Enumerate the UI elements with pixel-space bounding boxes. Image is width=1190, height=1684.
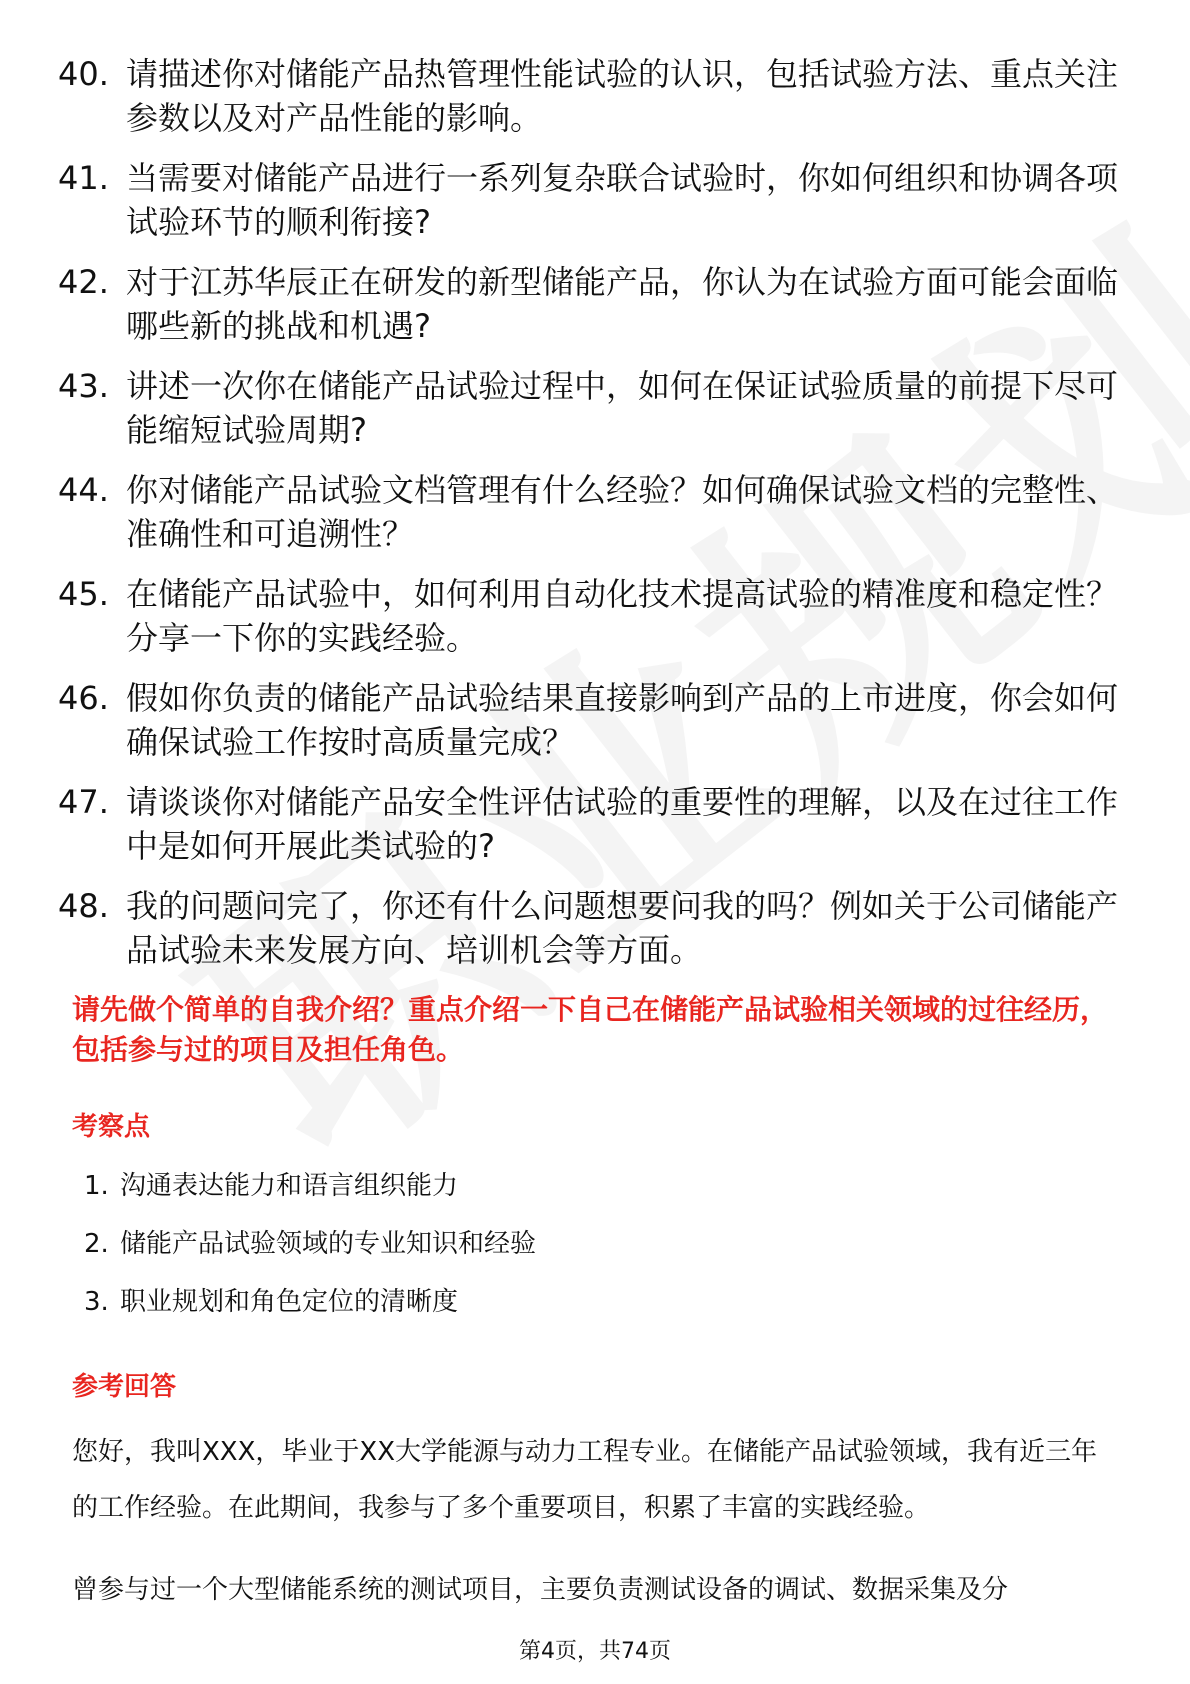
point-number: 1. (84, 1171, 109, 1201)
reference-paragraph: 您好，我叫XXX，毕业于XX大学能源与动力工程专业。在储能产品试验领域，我有近三年的工作经验。在此期间，我参与了多个重要项目，积累了丰富的实践经验。 (72, 1437, 1098, 1523)
question-number: 41. (58, 159, 109, 197)
question-number: 43. (58, 367, 109, 405)
question-text: 请谈谈你对储能产品安全性评估试验的重要性的理解，以及在过往工作中是如何开展此类试验的? (126, 783, 1119, 865)
assessment-point (84, 1284, 1084, 1320)
question-item (58, 676, 1128, 764)
point-number: 2. (84, 1229, 109, 1259)
point-text: 沟通表达能力和语言组织能力 (120, 1171, 459, 1201)
question-item (58, 364, 1128, 452)
question-text: 我的问题问完了，你还有什么问题想要问我的吗？例如关于公司储能产品试验未来发展方向、培训机会等方面。 (126, 887, 1119, 969)
assessment-points (84, 1168, 1084, 1342)
question-text: 当需要对储能产品进行一系列复杂联合试验时，你如何组织和协调各项试验环节的顺利衔接? (126, 159, 1119, 241)
reference-title: 参考回答 (72, 1372, 177, 1402)
question-number: 47. (58, 783, 109, 821)
question-item (58, 156, 1128, 244)
question-text: 请描述你对储能产品热管理性能试验的认识，包括试验方法、重点关注参数以及对产品性能的影响。 (126, 55, 1119, 137)
point-text: 职业规划和角色定位的清晰度 (120, 1287, 459, 1317)
question-item (58, 260, 1128, 348)
question-item (58, 572, 1128, 660)
reference-paragraph: 曾参与过一个大型储能系统的测试项目，主要负责测试设备的调试、数据采集及分 (72, 1575, 1009, 1605)
question-text: 假如你负责的储能产品试验结果直接影响到产品的上市进度，你会如何确保试验工作按时高质量完成？ (126, 679, 1119, 761)
point-number: 3. (84, 1287, 109, 1317)
featured-question: 请先做个简单的自我介绍？重点介绍一下自己在储能产品试验相关领域的过往经历，包括参与过的项目及担任角色。 (72, 993, 1109, 1066)
question-text: 在储能产品试验中，如何利用自动化技术提高试验的精准度和稳定性？分享一下你的实践经验。 (126, 575, 1119, 657)
assessment-point (84, 1168, 1084, 1204)
question-text: 讲述一次你在储能产品试验过程中，如何在保证试验质量的前提下尽可能缩短试验周期? (126, 367, 1119, 449)
assessment-point (84, 1226, 1084, 1262)
question-item (58, 52, 1128, 140)
question-number: 45. (58, 575, 109, 613)
question-number: 48. (58, 887, 109, 925)
assessment-title: 考察点 (72, 1112, 151, 1142)
question-number: 42. (58, 263, 109, 301)
question-number: 40. (58, 55, 109, 93)
question-number: 46. (58, 679, 109, 717)
question-item (58, 468, 1128, 556)
question-text: 你对储能产品试验文档管理有什么经验？如何确保试验文档的完整性、准确性和可追溯性？ (126, 471, 1119, 553)
question-item (58, 884, 1128, 972)
question-text: 对于江苏华辰正在研发的新型储能产品，你认为在试验方面可能会面临哪些新的挑战和机遇? (126, 263, 1119, 345)
question-number: 44. (58, 471, 109, 509)
question-list (58, 52, 1128, 988)
point-text: 储能产品试验领域的专业知识和经验 (120, 1229, 537, 1259)
page-footer: 第4页，共74页 (519, 1639, 671, 1664)
question-item (58, 780, 1128, 868)
